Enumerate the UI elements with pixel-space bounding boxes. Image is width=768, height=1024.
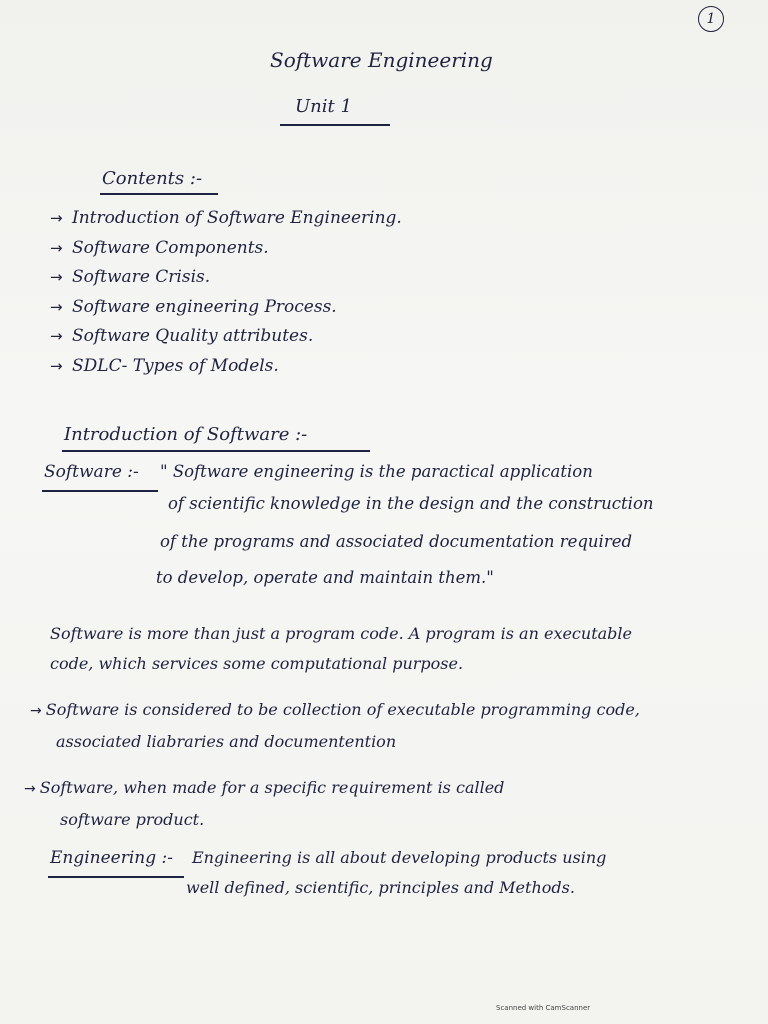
- list-item: [50, 204, 402, 234]
- paragraph-line: [56, 732, 396, 751]
- paragraph-line: [50, 624, 632, 643]
- paragraph-text: Software is more than just a program code. A program is an executable: [50, 624, 632, 643]
- arrow-icon: →: [30, 703, 42, 719]
- paragraph-text: Software is considered to be collection of executable programming code,: [45, 700, 640, 719]
- paragraph-text: code, which services some computational purpose.: [50, 654, 464, 673]
- arrow-icon: →: [50, 268, 63, 286]
- scanner-watermark: Scanned with CamScanner: [496, 1004, 591, 1012]
- paragraph-line: [50, 654, 463, 673]
- paragraph-text: Software, when made for a specific requirement is called: [39, 778, 505, 797]
- list-item-text: Software Crisis.: [72, 267, 211, 287]
- list-item: [50, 322, 402, 352]
- list-item: [50, 293, 402, 323]
- arrow-icon: →: [50, 356, 63, 375]
- list-item-text: Software engineering Process.: [72, 296, 337, 317]
- introduction-heading: Introduction of Software :-: [64, 424, 308, 445]
- arrow-icon: →: [50, 209, 63, 227]
- paragraph-line: [60, 810, 204, 829]
- paragraph-line: [24, 778, 504, 797]
- introduction-underline: [62, 450, 370, 452]
- paragraph-text: associated liabraries and documentention: [56, 732, 397, 751]
- list-item-text: Introduction of Software Engineering.: [72, 208, 402, 228]
- unit-underline: [280, 124, 390, 126]
- list-item: [50, 352, 402, 382]
- arrow-icon: →: [50, 327, 63, 345]
- list-item: [50, 263, 402, 293]
- engineering-label: Engineering :-: [50, 848, 174, 868]
- definition-line: of scientific knowledge in the design and the construction: [168, 494, 654, 513]
- contents-underline: [100, 193, 218, 195]
- arrow-icon: →: [50, 297, 63, 316]
- contents-heading: Contents :-: [102, 168, 203, 189]
- list-item: [50, 234, 402, 264]
- list-item-text: Software Quality attributes.: [72, 326, 314, 346]
- page-number: 1: [698, 6, 724, 32]
- page-title: Software Engineering: [270, 48, 493, 72]
- paragraph-line: [30, 700, 640, 719]
- list-item-text: SDLC- Types of Models.: [72, 355, 279, 376]
- contents-list: [50, 204, 402, 381]
- arrow-icon: →: [50, 238, 63, 257]
- software-label: Software :-: [44, 462, 139, 482]
- arrow-icon: →: [24, 781, 36, 797]
- list-item-text: Software Components.: [72, 237, 269, 258]
- software-underline: [42, 490, 158, 492]
- engineering-line: Engineering is all about developing products using: [192, 848, 607, 867]
- definition-line: to develop, operate and maintain them.": [156, 568, 494, 587]
- engineering-underline: [48, 876, 184, 878]
- paragraph-text: software product.: [60, 810, 205, 829]
- unit-heading: Unit 1: [295, 96, 352, 117]
- definition-line: of the programs and associated documentation required: [160, 532, 633, 551]
- definition-line: " Software engineering is the paractical application: [160, 462, 593, 481]
- engineering-line: well defined, scientific, principles and Methods.: [186, 878, 575, 897]
